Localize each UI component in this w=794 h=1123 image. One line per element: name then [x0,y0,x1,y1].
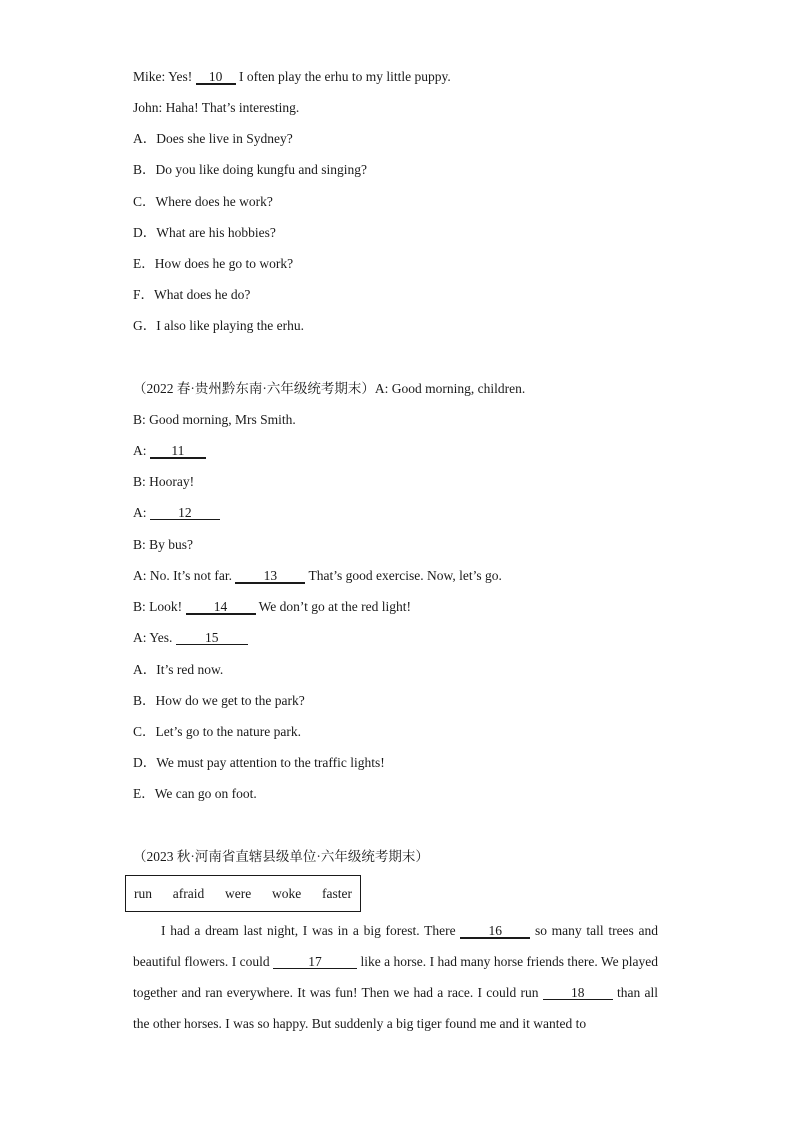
dialogue-text: A: Good morning, children. [374,381,526,396]
dialogue-text: We don’t go at the red light! [255,599,412,614]
answer-blank-14[interactable]: 14 [186,600,256,615]
answer-blank-12[interactable]: 12 [150,506,220,520]
dialogue-line: B: Hooray! [133,474,195,489]
passage-text: so many tall trees and beautiful flowers. I could [133,923,659,969]
option-d: D．We must pay attention to the traffic lights! [133,755,385,770]
dialogue-line [133,505,220,521]
section2-header [133,381,525,397]
dialogue-line-john: John: Haha! That’s interesting. [133,100,300,115]
option-d: D．What are his hobbies? [133,225,276,240]
dialogue-text: That’s good exercise. Now, let’s go. [305,568,502,583]
answer-blank-15[interactable]: 15 [176,631,248,645]
option-b: B．Do you like doing kungfu and singing? [133,162,367,177]
passage-text: like a horse. I had many horse friends there. We played together and ran everywhere. It was fun! Then we had a race. I could run [133,954,658,1000]
option-c: C．Let’s go to the nature park. [133,724,301,739]
dialogue-line: B: Good morning, Mrs Smith. [133,412,296,427]
word-bank-item: were [224,885,252,901]
dialogue-text: A: [133,443,150,458]
dialogue-text: I often play the erhu to my little puppy. [235,69,451,84]
option-c: C．Where does he work? [133,194,273,209]
option-e: E．We can go on foot. [133,786,257,801]
option-e: E．How does he go to work? [133,256,294,271]
word-bank-item: woke [271,885,302,901]
word-bank [125,875,361,912]
answer-blank-10[interactable]: 10 [196,70,236,85]
dialogue-line [133,630,248,646]
dialogue-text: B: Look! [133,599,186,614]
answer-blank-16[interactable]: 16 [460,924,530,939]
cloze-passage [133,915,658,1039]
word-bank-item: run [134,885,152,901]
dialogue-text: A: [133,505,150,520]
dialogue-line: B: By bus? [133,537,194,552]
section3-source: （2023 秋·河南省直辖县级单位·六年级统考期末） [133,849,429,864]
dialogue-line [133,568,502,584]
dialogue-line [133,443,206,459]
answer-blank-11[interactable]: 11 [150,444,206,459]
answer-blank-18[interactable]: 18 [543,986,613,1000]
source-label: （2022 春·贵州黔东南·六年级统考期末） [133,381,375,396]
dialogue-line-mike [133,69,451,85]
word-bank-item: afraid [172,885,205,901]
passage-text: I had a dream last night, I was in a big forest. There [161,923,461,938]
dialogue-text: A: No. It’s not far. [133,568,236,583]
option-a: A．Does she live in Sydney? [133,131,293,146]
option-b: B．How do we get to the park? [133,693,305,708]
option-g: G．I also like playing the erhu. [133,318,304,333]
dialogue-text: Mike: Yes! [133,69,196,84]
dialogue-text: A: Yes. [133,630,176,645]
passage-text: than all the other horses. I was so happy. But suddenly a big tiger found me and it wanted to [133,985,658,1031]
answer-blank-17[interactable]: 17 [273,955,357,969]
dialogue-line [133,599,411,615]
option-f: F．What does he do? [133,287,251,302]
word-bank-item: faster [321,885,352,901]
option-a: A．It’s red now. [133,662,224,677]
answer-blank-13[interactable]: 13 [235,569,305,584]
